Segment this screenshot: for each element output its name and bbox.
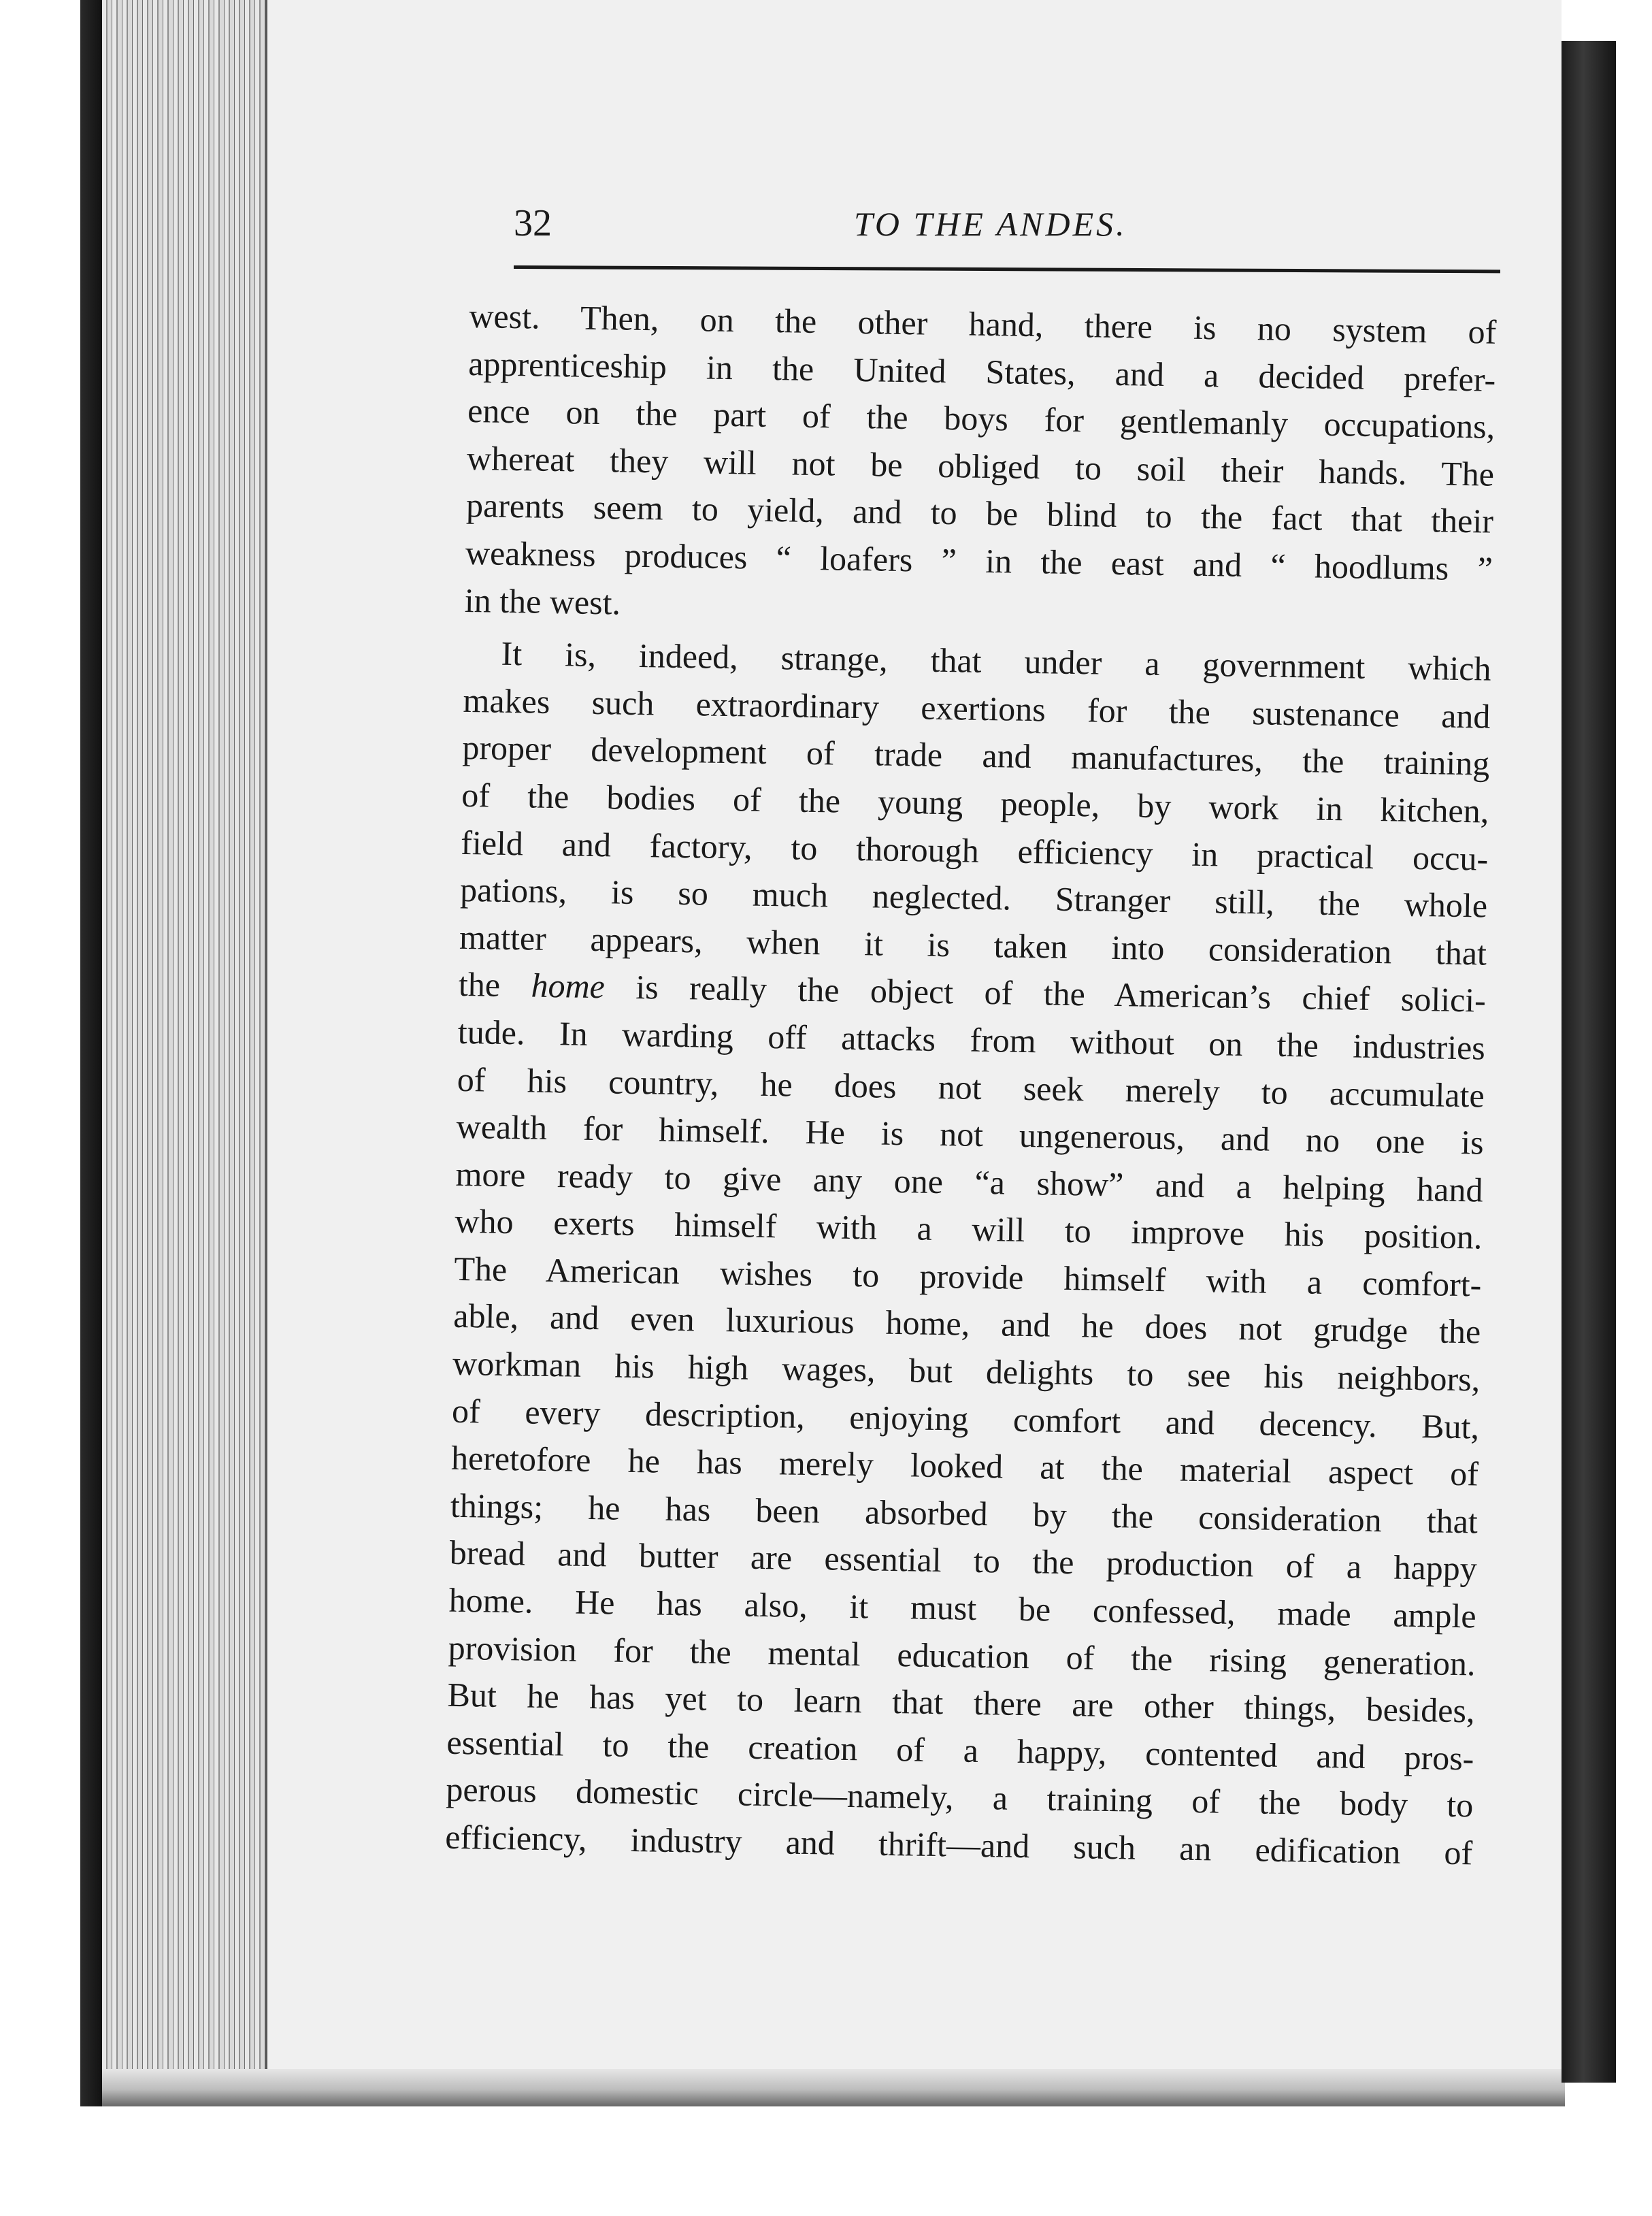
text-line: of his country, he does not seek merely to accumulate xyxy=(457,1060,1485,1115)
scan-border-right xyxy=(1616,0,1652,2216)
running-head xyxy=(514,201,1500,256)
paragraph-2 xyxy=(445,630,1491,1877)
book-spine xyxy=(1562,41,1616,2083)
text-line: heretofore he has merely looked at the material aspect of xyxy=(450,1439,1479,1493)
text-line: apprenticeship in the United States, and a decided prefer- xyxy=(467,344,1496,399)
text-line: provision for the mental education of the rising generation. xyxy=(448,1628,1476,1683)
text-line: who exerts himself with a will to improve his position. xyxy=(455,1202,1483,1256)
text-line: field and factory, to thorough efficiency in practical occu- xyxy=(460,823,1489,878)
text-line: things; he has been absorbed by the consideration that xyxy=(450,1486,1478,1541)
text-line: But he has yet to learn that there are other things, besides, xyxy=(447,1675,1475,1730)
page-number: 32 xyxy=(514,202,552,244)
text-line: ence on the part of the boys for gentlemanly occupations, xyxy=(467,391,1496,446)
emphasized-word: home xyxy=(531,966,606,1006)
text-line: weakness produces “ loafers ” in the east and “ hoodlums ” xyxy=(465,533,1493,588)
scan-border-left xyxy=(0,0,102,2216)
text-line: of the bodies of the young people, by work in kitchen, xyxy=(461,775,1489,830)
text-line: in the west. xyxy=(464,581,621,622)
text-line: The American wishes to provide himself with a comfort- xyxy=(454,1249,1482,1304)
text-line: wealth for himself. He is not ungenerous, and no one is xyxy=(456,1107,1485,1162)
text-line: workman his high wages, but delights to see his neighbors, xyxy=(452,1343,1481,1399)
text-line: proper development of trade and manufactures, the training xyxy=(462,728,1490,783)
text-line: bread and butter are essential to the production of a happy xyxy=(449,1533,1478,1588)
text-line: able, and even luxurious home, and he does not grudge the xyxy=(452,1297,1481,1351)
text-line: whereat they will not be obliged to soil their hands. The xyxy=(466,438,1495,493)
text-line: parents seem to yield, and to be blind to the fact that their xyxy=(465,486,1494,541)
text-line: makes such extraordinary exertions for the sustenance and xyxy=(463,681,1491,736)
text-line: west. Then, on the other hand, there is no system of xyxy=(469,296,1497,351)
body-text xyxy=(445,293,1497,1877)
text-line: tude. In warding off attacks from without on the industries xyxy=(457,1012,1486,1067)
text-line: more ready to give any one “a show” and a helping hand xyxy=(455,1154,1483,1209)
paragraph-1 xyxy=(464,293,1496,640)
text-line: home. He has also, it must be confessed, made ample xyxy=(448,1580,1477,1635)
text-line: the home is really the object of the American’s chief solici- xyxy=(458,965,1487,1020)
text-line: of every description, enjoying comfort and decency. But, xyxy=(451,1391,1480,1446)
page-edges xyxy=(102,0,267,2103)
scan-background xyxy=(80,2106,1652,2216)
text-line: matter appears, when it is taken into consideration that xyxy=(459,917,1487,973)
text-line: It is, indeed, strange, that under a government which xyxy=(501,634,1491,688)
page-bottom-edge xyxy=(102,2069,1565,2110)
text-line: efficiency, industry and thrift—and such an edification of xyxy=(444,1817,1473,1872)
text-line: essential to the creation of a happy, contented and pros- xyxy=(446,1723,1474,1778)
running-title: TO THE ANDES. xyxy=(854,205,1127,243)
text-line: pations, is so much neglected. Stranger still, the whole xyxy=(459,870,1488,925)
text-line: perous domestic circle—namely, a training of the body to xyxy=(446,1770,1474,1825)
